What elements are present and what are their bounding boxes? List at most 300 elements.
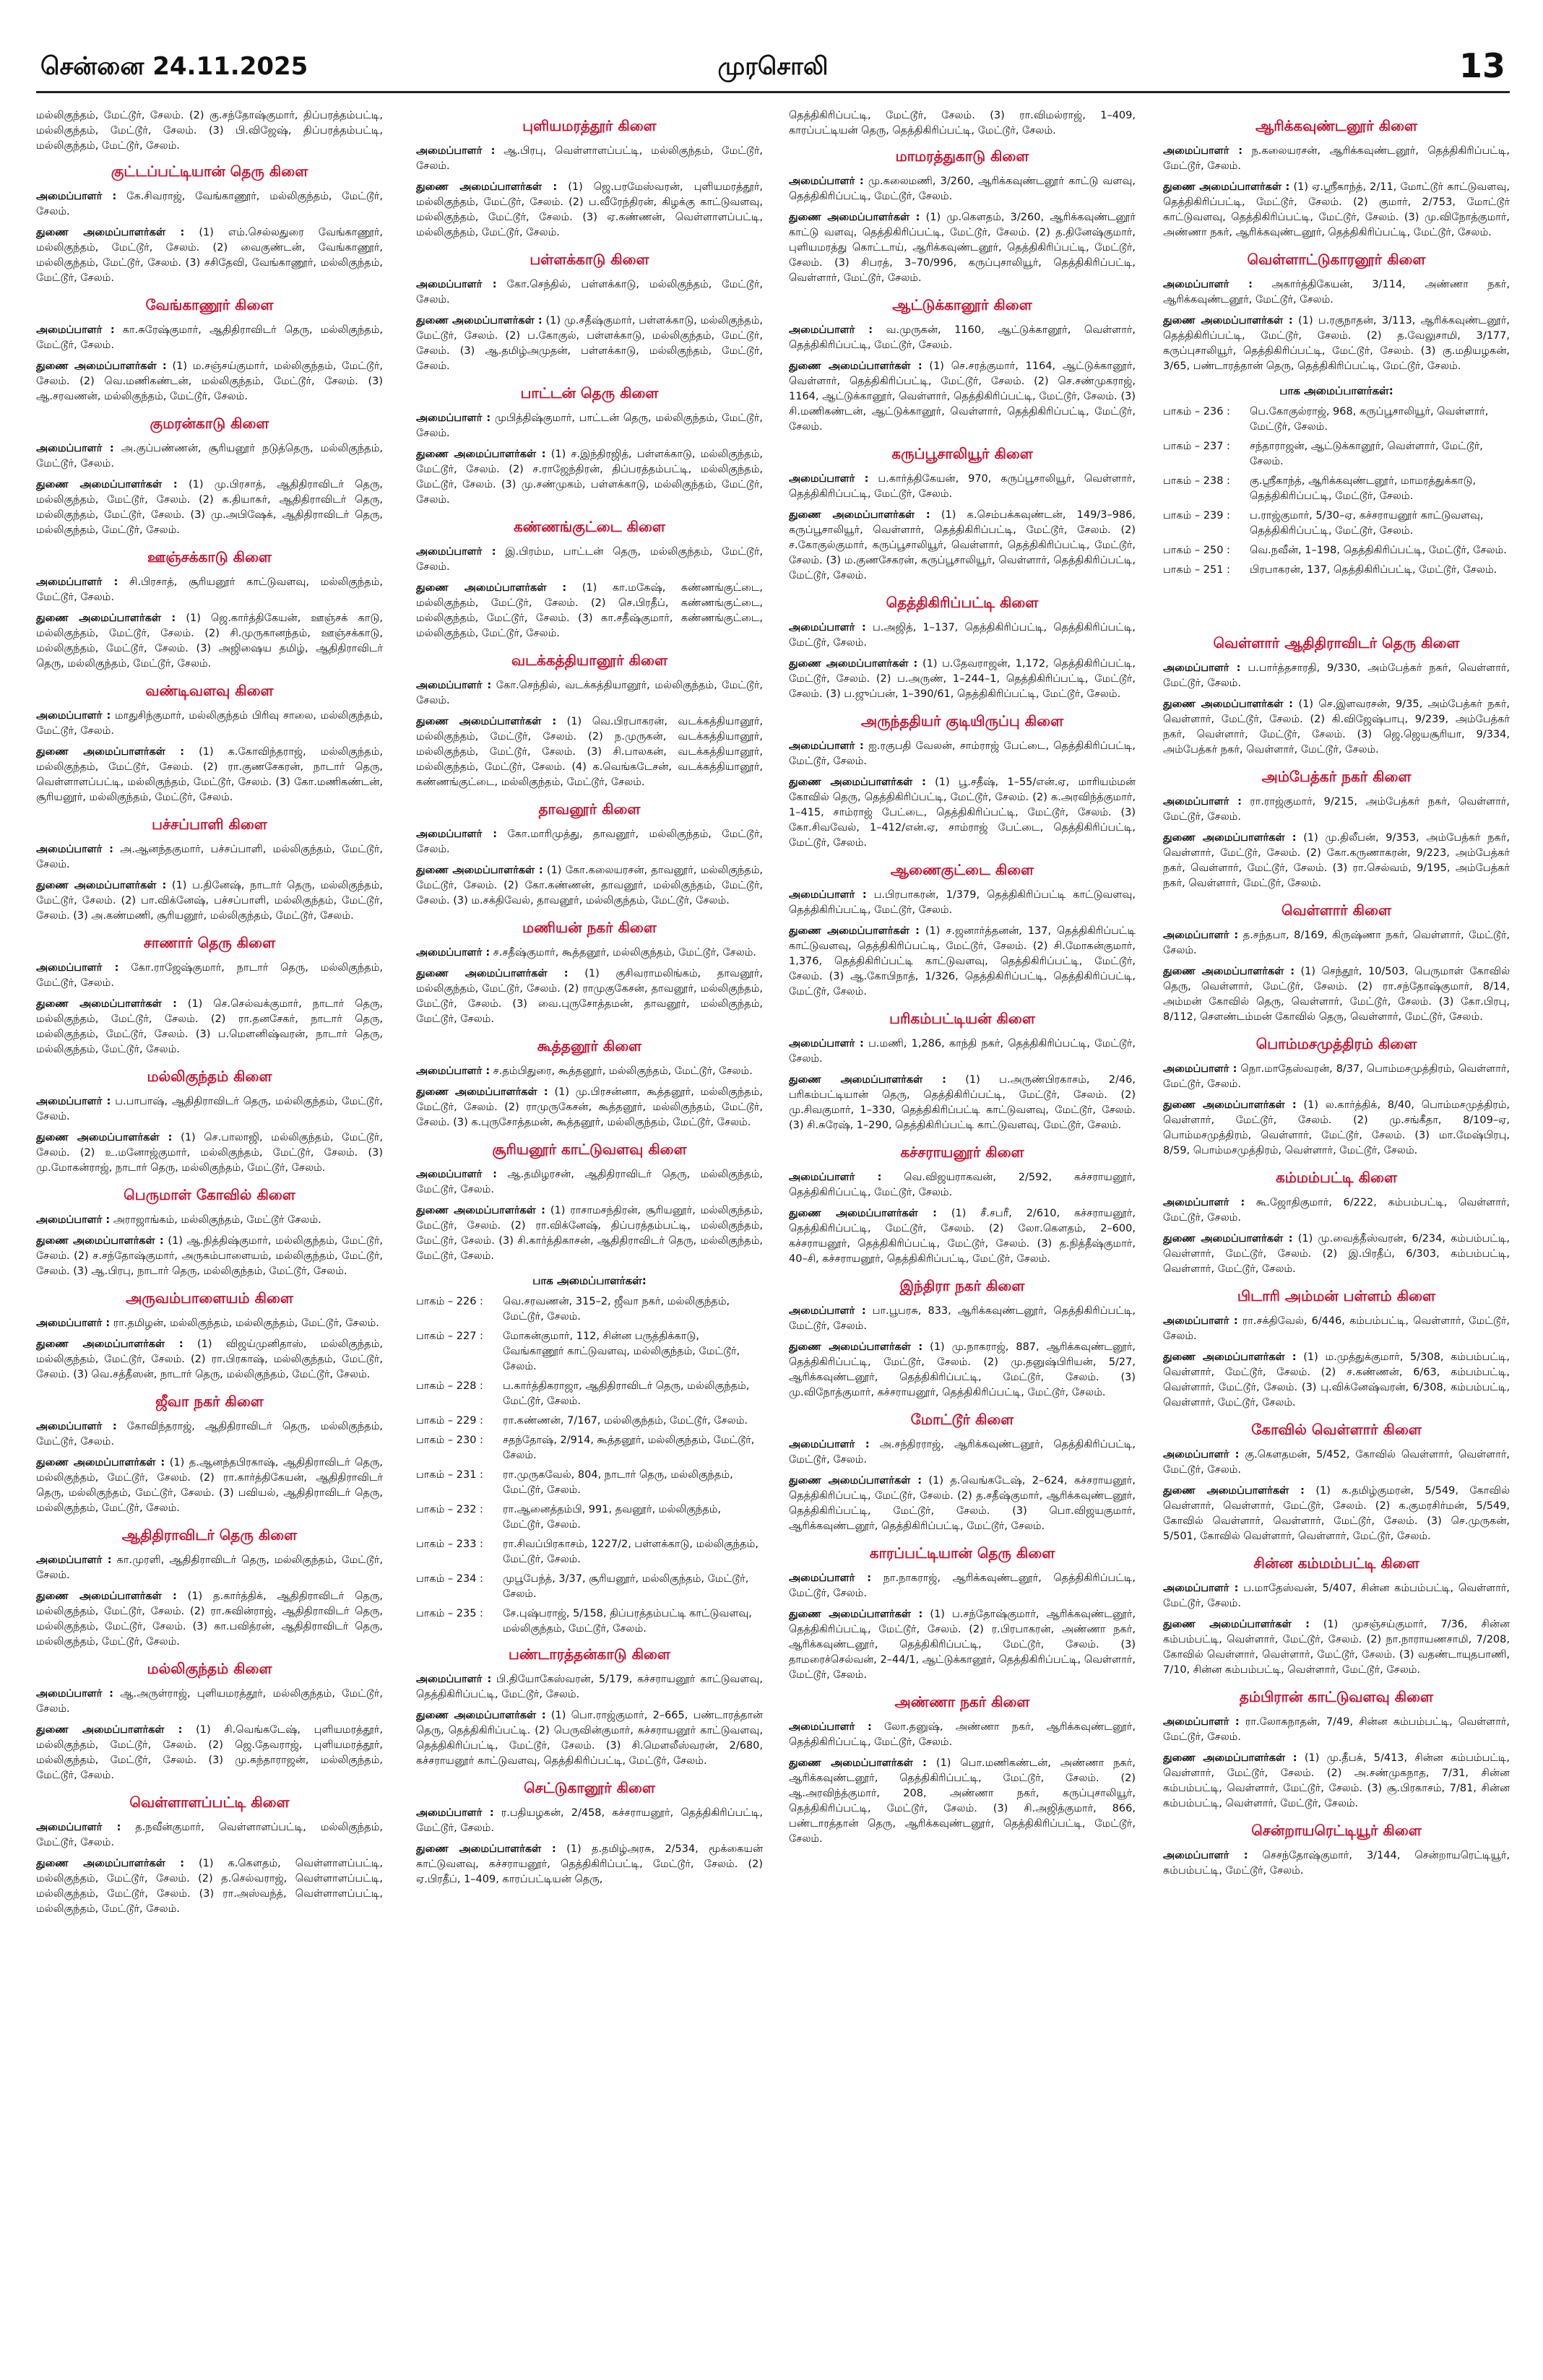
page-header <box>36 45 1510 91</box>
branch-section <box>36 296 383 404</box>
branch-section <box>36 1289 383 1382</box>
organizer-text: லோ.தனுஷ், அண்ணா நகர், ஆரிக்கவுண்டனூர், தெத்திகிரிப்பட்டி, மேட்டூர், சேலம். <box>789 1721 1136 1748</box>
sections-list <box>36 163 383 1917</box>
organizer-text: வ.முருகன், 1160, ஆட்டுக்கானூர், வெள்ளார், தெத்திகிரிப்பட்டி, மேட்டூர், சேலம். <box>789 324 1136 351</box>
organizer-label: அமைப்பாளர் : <box>36 844 113 855</box>
deputy-entry <box>1163 1751 1510 1812</box>
deputy-label: துணை அமைப்பாளர்கள் : <box>789 1609 923 1620</box>
deputy-label: துணை அமைப்பாளர்கள் : <box>36 998 177 1010</box>
organizer-entry <box>36 1553 383 1583</box>
deputy-label: துணை அமைப்பாளர்கள் : <box>36 880 167 891</box>
branch-section <box>36 815 383 924</box>
organizer-entry <box>36 1687 383 1717</box>
organizer-entry <box>1163 144 1510 174</box>
parts-list <box>416 1294 763 1637</box>
branch-title: வெள்ளாளப்பட்டி கிளை <box>129 1793 290 1811</box>
parts-heading: பாக அமைப்பாளர்கள்: <box>1279 384 1393 397</box>
part-number: பாகம் – 239 : <box>1163 510 1230 522</box>
organizer-text: ர.பதியழகன், 2/458, கச்சராயனூர், தெத்திகிரிப்பட்டி, மேட்டூர், சேலம். <box>416 1807 763 1834</box>
deputy-text: (1) சி.வெங்கடேஷ், புளியமரத்தூர், மல்லிகுந்தம், மேட்டூர், சேலம். (2) ஜெ.தேவராஜ், புளியமரத்தூர், மல்லிகுந்தம், மேட்டூர், சேலம். (3) மு.கந்தாராஜன், மல்லிகுந்தம், மேட்டூர், சேலம். <box>36 1724 383 1781</box>
deputy-entry <box>36 997 383 1057</box>
deputy-label: துணை அமைப்பாளர்கள் : <box>1163 1619 1310 1630</box>
organizer-text: ப.மாதேஸ்வன், 5/407, சின்ன கம்பம்பட்டி, வெள்ளார், மேட்டூர், சேலம். <box>1163 1583 1510 1609</box>
part-organizer: முபூபேந்த், 3/37, சூரியனூர், மல்லிகுந்தம், மேட்டூர், சேலம். <box>503 1573 749 1600</box>
deputy-label: துணை அமைப்பாளர்கள் : <box>416 865 543 876</box>
organizer-entry <box>1163 1715 1510 1745</box>
sections-list <box>1163 117 1510 374</box>
deputy-text: (1) ஜெ.பரமேஸ்வரன், புளியமரத்தூர், மல்லிகுந்தம், மேட்டூர், சேலம். (2) ப.வீரேந்திரன், கிழக்கு காட்டுவளவு, மல்லிகுந்தம், மேட்டூர், சேலம். (3) ஏ.கண்ணன், வெள்ளாளப்பட்டி, மல்லிகுந்தம், மேட்டூர், சேலம். <box>416 181 763 238</box>
organizer-label: அமைப்பாளர் : <box>36 962 119 974</box>
deputy-text: (1) பொ.மணிகண்டன், அண்ணா நகர், ஆரிக்கவுண்டனூர், தெத்திகிரிப்பட்டி, மேட்டூர், சேலம். (2) ஆ.அரவிந்த்குமார், 208, அண்ணா நகர், கருப்புசாலியூர், தெத்திகிரிப்பட்டி, மேட்டூர், சேலம். (3) சி.அஜித்குமார், 866, பண்டாரத்தான் தெரு, ஆரிக்கவுண்டனூர், தெத்திகிரிப்பட்டி, மேட்டூர், சேலம். <box>789 1757 1136 1845</box>
organizer-text: கா.சுரேஷ்குமார், ஆதிதிராவிடர் தெரு, மல்லிகுந்தம், மேட்டூர், சேலம். <box>36 324 383 351</box>
organizer-text: ச.சதீஷ்குமார், கூத்தனூர், மல்லிகுந்தம், மேட்டூர், சேலம். <box>493 947 757 959</box>
organizer-label: அமைப்பாளர் : <box>789 1172 882 1183</box>
organizer-text: ரா.லோகநாதன், 7/49, சின்ன கம்பம்பட்டி, வெள்ளார், மேட்டூர், சேலம். <box>1163 1716 1510 1743</box>
organizer-entry <box>416 277 763 308</box>
deputy-text: (1) க.தமிழ்குமரன், 5/549, கோவில் வெள்ளார், வெள்ளார், மேட்டூர், சேலம். (2) க.குமரசிர்மன், 5/549, கோவில் வெள்ளார், வெள்ளார், மேட்டூர், சேலம். (3) செ.முருகன், 5/501, கோவில் வெள்ளார், வெள்ளார், மேட்டூர், சேலம். <box>1163 1485 1510 1542</box>
deputy-entry <box>36 611 383 672</box>
branch-section <box>36 1526 383 1650</box>
deputy-label: துணை அமைப்பாளர்கள் : <box>36 1457 165 1468</box>
branch-section <box>36 415 383 538</box>
organizer-label: அமைப்பாளர் : <box>789 176 864 187</box>
organizer-label: அமைப்பாளர் : <box>1163 1583 1239 1594</box>
deputy-entry <box>789 924 1136 1000</box>
deputy-entry <box>789 657 1136 702</box>
branch-section <box>36 1793 383 1917</box>
deputy-label: துணை அமைப்பாளர்கள் : <box>1163 181 1290 193</box>
deputy-text: (1) மு.திலீபன், 9/353, அம்பேத்கர் நகர், வெள்ளார், மேட்டூர், சேலம். (2) கோ.கருணாகரன், 9/223, அம்பேத்கர் நகர், வெள்ளார், மேட்டூர், சேலம். (3) ரா.செல்வம், 9/195, அம்பேத்கர் நகர், வெள்ளார், மேட்டூர், சேலம். <box>1163 832 1510 889</box>
deputy-label: துணை அமைப்பாளர்கள் : <box>416 315 543 326</box>
part-organizer: சே.புஷ்பராஜ், 5/158, திப்பரத்தம்பட்டி காட்டுவளவு, மல்லிகுந்தம், மேட்டூர், சேலம். <box>503 1608 752 1635</box>
part-organizer: வெ.நவீன், 1–198, தெத்திகிரிப்பட்டி, மேட்டூர், சேலம். <box>1250 545 1507 556</box>
organizer-text: கே.சிவராஜ், வேங்காணூர், மல்லிகுந்தம், மேட்டூர், சேலம். <box>36 191 383 217</box>
organizer-text: மு.கலைமணி, 3/260, ஆரிக்கவுண்டனூர் காட்டு வளவு, தெத்திகிரிப்பட்டி, மேட்டூர், சேலம். <box>789 176 1136 202</box>
organizer-label: அமைப்பாளர் : <box>416 828 497 840</box>
deputy-text: (1) பூ.சதீஷ், 1–55/என்.ஏ, மாரியம்மன் கோவில் தெரு, தெத்திகிரிப்பட்டி, மேட்டூர், சேலம். (2) க.அரவிந்த்குமார், 1–415, சாம்ராஜ் பேட்டை, தெத்திகிரிப்பட்டி, மேட்டூர், சேலம். (3) கோ.சிவவேல், 1–412/என்.ஏ, சாம்ராஜ் பேட்டை, தெத்திகிரிப்பட்டி, மேட்டூர், சேலம். <box>789 776 1136 849</box>
branch-section <box>36 934 383 1057</box>
organizer-entry <box>789 1304 1136 1334</box>
organizer-label: அமைப்பாளர் : <box>416 1065 490 1077</box>
deputy-text: (1) ராசாமசந்திரன், சூரியனூர், மல்லிகுந்தம், மேட்டூர், சேலம். (2) ரா.விக்னேஷ், திப்பரத்தம்பட்டி, மல்லிகுந்தம், மேட்டூர், சேலம். (3) சி.கார்த்திகாசன், ஆதிதிராவிடர் தெரு, மல்லிகுந்தம், மேட்டூர், சேலம். <box>416 1205 763 1262</box>
deputy-entry <box>789 1073 1136 1133</box>
organizer-text: நா.நாகராஜ், ஆரிக்கவுண்டனூர், தெத்திகிரிப்பட்டி, மேட்டூர், சேலம். <box>789 1572 1136 1599</box>
organizer-text: அ.சந்திரராஜ், ஆரிக்கவுண்டனூர், தெத்திகிரிப்பட்டி, மேட்டூர், சேலம். <box>789 1439 1136 1466</box>
organizer-entry <box>1163 1581 1510 1611</box>
header-rule <box>36 91 1510 93</box>
branch-title: வேங்காணூர் கிளை <box>145 296 274 313</box>
organizer-label: அமைப்பாளர் : <box>1163 662 1241 674</box>
deputy-label: துணை அமைப்பாளர்கள் : <box>416 582 567 594</box>
branch-title: ஜீவா நகர் கிளை <box>155 1393 264 1410</box>
deputy-entry <box>789 1340 1136 1401</box>
deputy-label: துணை அமைப்பாளர்கள் : <box>789 1341 923 1353</box>
branch-title: அண்ணா நகர் கிளை <box>894 1693 1030 1710</box>
branch-title: சூரியனூர் காட்டுவளவு கிளை <box>492 1141 687 1158</box>
part-row <box>416 1502 763 1533</box>
organizer-entry <box>36 1316 383 1331</box>
part-number: பாகம் – 230 : <box>416 1435 483 1446</box>
deputy-text: (1) ப.அருண்பிரகாசம், 2/46, பரிகம்பட்டியான் தெரு, தெத்திகிரிப்பட்டி, மேட்டூர், சேலம். (2) மு.சிவகுமார், 1–330, தெத்திகிரிப்பட்டி காட்டுவளவு, மேட்டூர், சேலம். (3) சி.சுரேஷ், 1–290, தெத்திகிரிப்பட்டி காட்டுவளவு, மேட்டூர், சேலம். <box>789 1074 1136 1131</box>
deputy-entry <box>416 863 763 909</box>
deputy-label: துணை அமைப்பாளர்கள் : <box>789 1475 922 1487</box>
organizer-label: அமைப்பாளர் : <box>1163 1063 1237 1075</box>
branch-section <box>416 1141 763 1264</box>
deputy-text: (1) பொ.ராஜ்குமார், 2–665, பண்டாரத்தான் தெரு, தெத்திகிரிப்பட்டி. (2) பெருவின்குமார், கச்சராயனூர் காட்டுவளவு, தெத்திகிரிப்பட்டி, மேட்டூர், சேலம். (3) சி.மௌலீஸ்வரன், 2/680, கச்சராயனூர் காட்டுவளவு, தெத்திகிரிப்பட்டி, மேட்டூர், சேலம். <box>416 1710 763 1767</box>
branch-title: குட்டப்பட்டியான் தெரு கிளை <box>111 163 308 180</box>
branch-title: ஆட்டுக்கானூர் கிளை <box>892 296 1032 313</box>
branch-section <box>789 1010 1136 1133</box>
deputy-entry <box>36 1455 383 1516</box>
deputy-text: (1) த.ஆனந்தபிரகாஷ், ஆதிதிராவிடர் தெரு, மல்லிகுந்தம், மேட்டூர், சேலம். (2) ரா.கார்த்திகேயன், ஆதிதிராவிடர் தெரு, மல்லிகுந்தம், மேட்டூர், சேலம். (3) பவியல், ஆதிதிராவிடர் தெரு, மல்லிகுந்தம், மேட்டூர், சேலம். <box>36 1457 383 1514</box>
organizer-text: அ.ஆனந்தகுமார், பச்சப்பாளி, மல்லிகுந்தம், மேட்டூர், சேலம். <box>36 844 383 870</box>
part-number: பாகம் – 234 : <box>416 1573 483 1585</box>
deputy-entry <box>1163 831 1510 891</box>
organizer-label: அமைப்பாளர் : <box>416 680 492 691</box>
organizer-label: அமைப்பாளர் : <box>36 1822 121 1833</box>
organizer-text: ஆ.தமிழரசன், ஆதிதிராவிடர் தெரு, மல்லிகுந்தம், மேட்டூர், சேலம். <box>416 1169 763 1195</box>
deputy-label: துணை அமைப்பாளர்கள் : <box>36 1235 164 1247</box>
branch-section <box>1163 117 1510 241</box>
deputy-text: (1) மு.சதீஷ்குமார், பள்ளக்காடு, மல்லிகுந்தம், மேட்டூர், சேலம். (2) ப.கோகுல், பள்ளக்காடு, மல்லிகுந்தம், மேட்டூர், சேலம். (3) ஆ.தமிழ்அமுதன், பள்ளக்காடு, மல்லிகுந்தம், மேட்டூர், சேலம். <box>416 315 763 372</box>
organizer-text: ரா.தமிழன், மல்லிகுந்தம், மல்லிகுந்தம், மேட்டூர், சேலம். <box>113 1317 379 1329</box>
part-organizer: மோகன்குமார், 112, சின்ன பருத்திக்காடு, வேங்காணூர் காட்டுவளவு, மல்லிகுந்தம், மேட்டூர், சேலம். <box>503 1330 740 1372</box>
part-row <box>416 1537 763 1567</box>
branch-title: மல்லிகுந்தம் கிளை <box>147 1660 272 1677</box>
organizer-text: அகார்த்திகேயன், 3/114, அண்ணா நகர், ஆரிக்கவுண்டனூர், மேட்டூர், சேலம். <box>1163 279 1510 306</box>
branch-section <box>36 682 383 805</box>
organizer-label: அமைப்பாளர் : <box>36 1096 111 1107</box>
organizer-entry <box>36 1213 383 1228</box>
organizer-text: ப.கார்த்திகேயன், 970, கருப்பூசாலியூர், வெள்ளார், தெத்திகிரிப்பட்டி, மேட்டூர், சேலம். <box>789 473 1136 500</box>
deputy-entry <box>1163 964 1510 1025</box>
organizer-text: நொ.மாதேஸ்வரன், 8/37, பொம்மசமுத்திரம், வெள்ளார், மேட்டூர், சேலம். <box>1163 1063 1510 1090</box>
branch-section <box>1163 1822 1510 1879</box>
branch-title: கோவில் வெள்ளார் கிளை <box>1251 1421 1422 1438</box>
organizer-label: அமைப்பாளர் : <box>1163 796 1242 808</box>
branch-section <box>1163 1169 1510 1277</box>
organizer-entry <box>36 441 383 472</box>
part-organizer: ப.கார்த்திகராஜா, ஆதிதிராவிடர் தெரு, மல்லிகுந்தம், மேட்டூர், சேலம். <box>503 1380 750 1407</box>
organizer-label: அமைப்பாளர் : <box>1163 1850 1248 1861</box>
deputy-text: (1) செ.பாலாஜி, மல்லிகுந்தம், மேட்டூர், சேலம். (2) உ.மனோஜ்குமார், மல்லிகுந்தம், மேட்டூர், சேலம். (3) மு.மோகன்ராஜ், நாடார் தெரு, மல்லிகுந்தம், மேட்டூர், சேலம். <box>36 1132 383 1174</box>
deputy-entry <box>1163 697 1510 758</box>
deputy-text: (1) ப.ரகுநாதன், 3/113, ஆரிக்கவுண்டனூர், தெத்திகிரிப்பட்டி, மேட்டூர், சேலம். (2) த.வேலுசாமி, 3/177, கருப்புசாலியூர், தெத்திகிரிப்பட்டி, மேட்டூர், சேலம். (3) கு.மதியழகன், 3/65, பண்டாரத்தான் தெரு, தெத்திகிரிப்பட்டி, மேட்டூர், சேலம். <box>1163 315 1510 372</box>
organizer-entry <box>416 678 763 709</box>
branch-title: அருவம்பாளையம் கிளை <box>126 1289 293 1307</box>
part-organizer: ரா.சிவப்பிரகாசம், 1227/2, பள்ளக்காடு, மல்லிகுந்தம், மேட்டூர், சேலம். <box>503 1539 758 1565</box>
branch-section <box>36 548 383 672</box>
organizer-label: அமைப்பாளர் : <box>789 1439 870 1450</box>
part-row <box>1163 474 1510 504</box>
deputy-text: (1) மு.நாகராஜ், 887, ஆரிக்கவுண்டனூர், தெத்திகிரிப்பட்டி, மேட்டூர், சேலம். (2) மு.தனுஷ்பிரியன், 5/27, ஆரிக்கவுண்டனூர், தெத்திகிரிப்பட்டி, மேட்டூர், சேலம். (3) மு.விநோத்குமார், கச்சராயனூர், தெத்திகிரிப்பட்டி, மேட்டூர், சேலம். <box>789 1341 1136 1398</box>
part-row <box>416 1468 763 1498</box>
deputy-text: (1) மு.பிரசன்னா, கூத்தனூர், மல்லிகுந்தம், மேட்டூர், சேலம். (2) ராமுருகேசன், கூத்தனூர், மல்லிகுந்தம், மேட்டூர், சேலம். (3) க.புருசோத்தமன், கூத்தனூர், மல்லிகுந்தம், மேட்டூர், சேலம். <box>416 1086 763 1128</box>
organizer-entry <box>1163 277 1510 308</box>
organizer-label: அமைப்பாளர் : <box>36 191 117 202</box>
part-row <box>1163 439 1510 469</box>
part-number: பாகம் – 227 : <box>416 1330 483 1342</box>
deputy-text: (1) த.கார்த்திக், ஆதிதிராவிடர் தெரு, மல்லிகுந்தம், மேட்டூர், சேலம். (2) ரா.சுவின்ராஜ், ஆதிதிராவிடர் தெரு, மல்லிகுந்தம், மேட்டூர், சேலம். (3) கா.பவித்ரன், ஆதிதிராவிடர் தெரு, மல்லிகுந்தம், மேட்டூர், சேலம். <box>36 1591 383 1648</box>
organizer-label: அமைப்பாளர் : <box>36 1317 111 1329</box>
sections-list <box>789 147 1136 1847</box>
branch-section <box>1163 1035 1510 1159</box>
deputy-label: துணை அமைப்பாளர்கள் : <box>789 925 920 937</box>
organizer-label: அமைப்பாளர் : <box>789 1721 872 1733</box>
organizer-text: ப.பார்த்தசாரதி, 9/330, அம்பேத்கர் நகர், வெள்ளார், மேட்டூர், சேலம். <box>1163 662 1510 689</box>
page-number: 13 <box>1458 46 1505 85</box>
organizer-label: அமைப்பாளர் : <box>416 279 497 290</box>
part-row <box>1163 509 1510 539</box>
part-row <box>416 1329 763 1375</box>
deputy-text: (1) விஜய்முனிதாஸ், மல்லிகுந்தம், மல்லிகுந்தம், மேட்டூர், சேலம். (2) ரா.பிரகாஷ், மல்லிகுந்தம், மேட்டூர், சேலம். (3) வெ.சத்தீஸன், நாடார் தெரு, மல்லிகுந்தம், மேட்டூர், சேலம். <box>36 1338 383 1380</box>
deputy-text: (1) கா.மகேஷ், கண்ணங்குட்டை, மல்லிகுந்தம், மேட்டூர், சேலம். (2) செ.பிரதீப், கண்ணங்குட்டை, மல்லிகுந்தம், மேட்டூர், சேலம். (3) கா.சதீஷ்குமார், கண்ணங்குட்டை, மல்லிகுந்தம், மேட்டூர், சேலம். <box>416 582 763 639</box>
organizer-label: அமைப்பாளர் : <box>36 443 114 454</box>
branch-section <box>36 1068 383 1176</box>
part-number: பாகம் – 235 : <box>416 1608 483 1619</box>
branch-title: பெருமாள் கோவில் கிளை <box>124 1186 295 1203</box>
part-row <box>416 1606 763 1637</box>
organizer-label: அமைப்பாளர் : <box>416 412 491 424</box>
deputy-text: (1) செ.செல்வக்குமார், நாடார் தெரு, மல்லிகுந்தம், மேட்டூர், சேலம். (2) ரா.தனசேகர், நாடார் தெரு, மல்லிகுந்தம், மேட்டூர், சேலம். (3) ப.மௌனிஷ்வரன், நாடார் தெரு, மல்லிகுந்தம், மேட்டூர், சேலம். <box>36 998 383 1055</box>
branch-title: தம்பிரான் காட்டுவளவு கிளை <box>1239 1688 1434 1705</box>
branch-title: ஆணைகுட்டை கிளை <box>890 861 1034 878</box>
part-number: பாகம் – 238 : <box>1163 475 1230 487</box>
organizer-entry <box>416 1167 763 1198</box>
deputy-text: (1) எம்.செல்லதுரை வேங்காணூர், மல்லிகுந்தம், மேட்டூர், சேலம். (2) வைகுண்டன், வேங்காணூர், மல்லிகுந்தம், மேட்டூர், சேலம். (3) சசிதேவி, வேங்காணூர், மல்லிகுந்தம், மேட்டூர், சேலம். <box>36 227 383 284</box>
part-organizer: ப.ராஜ்குமார், 5/30–ஏ, கச்சராயனூர் காட்டுவளவு, தெத்திகிரிப்பட்டி, மேட்டூர், சேலம். <box>1250 510 1484 537</box>
organizer-text: ப.பாபாஷ், ஆதிதிராவிடர் தெரு, மல்லிகுந்தம், மேட்டூர், சேலம். <box>36 1096 383 1122</box>
branch-section <box>36 163 383 286</box>
branch-title: வடக்கத்தியானூர் கிளை <box>511 652 667 669</box>
organizer-label: அமைப்பாளர் : <box>1163 145 1243 157</box>
organizer-text: அ.குப்பண்ணன், சூரியனூர் நடுத்தெரு, மல்லிகுந்தம், மேட்டூர், சேலம். <box>36 443 383 469</box>
organizer-text: ப.மணி, 1,286, காந்தி நகர், தெத்திகிரிப்பட்டி, மேட்டூர், சேலம். <box>789 1038 1136 1065</box>
organizer-label: அமைப்பாளர் : <box>36 1214 111 1226</box>
part-organizer: பெ.கோகுல்ராஜ், 968, கருப்பூசாலியூர், வெள்ளார், மேட்டூர், சேலம். <box>1250 406 1489 433</box>
branch-title: தெத்திகிரிப்பட்டி கிளை <box>886 594 1039 611</box>
branch-section <box>789 147 1136 286</box>
organizer-entry <box>36 189 383 220</box>
deputy-entry <box>1163 313 1510 374</box>
organizer-text: மாதுசிந்குமார், மல்லிகுந்தம் பிரிவு சாலை, மல்லிகுந்தம், மேட்டூர், சேலம். <box>36 710 383 737</box>
branch-title: சாணார் தெரு கிளை <box>143 934 276 951</box>
organizer-entry <box>789 1037 1136 1067</box>
branch-section <box>416 384 763 508</box>
spacer <box>1163 582 1510 626</box>
branch-title: வெள்ளார் கிளை <box>1281 901 1392 919</box>
deputy-label: துணை அமைப்பாளர்கள் : <box>1163 315 1293 326</box>
part-number: பாகம் – 229 : <box>416 1415 483 1427</box>
part-number: பாகம் – 226 : <box>416 1296 483 1307</box>
organizer-label: அமைப்பாளர் : <box>1163 279 1253 290</box>
deputy-entry <box>36 1234 383 1279</box>
deputy-entry <box>416 1085 763 1130</box>
deputy-text: (1) மு.வைத்தீஸ்வரன், 6/234, கம்பம்பட்டி, வெள்ளார், மேட்டூர், சேலம். (2) இ.பிரதீப், 6/303, கம்பம்பட்டி, வெள்ளார், மேட்டூர், சேலம். <box>1163 1233 1510 1275</box>
organizer-entry <box>416 1672 763 1702</box>
organizer-text: ப.பிரபாகரன், 1/379, தெத்திகிரிப்பட்டி காட்டுவளவு, தெத்திகிரிப்பட்டி, மேட்டூர், சேலம். <box>789 889 1136 916</box>
branch-section <box>416 251 763 374</box>
part-number: பாகம் – 237 : <box>1163 441 1230 452</box>
organizer-label: அமைப்பாளர் : <box>789 740 864 752</box>
header-date: சென்னை 24.11.2025 <box>40 52 308 81</box>
deputy-text: (1) ம.முத்துக்குமார், 5/308, கம்பம்பட்டி, வெள்ளார், மேட்டூர், சேலம். (2) ச.கண்ணன், 6/63, கம்பம்பட்டி, வெள்ளார், மேட்டூர், சேலம். (3) பு.விக்னேஷ்வரன், 6/308, கம்பம்பட்டி, வெள்ளார், மேட்டூர், சேலம். <box>1163 1351 1510 1408</box>
deputy-label: துணை அமைப்பாளர்கள் : <box>1163 1351 1297 1363</box>
organizer-entry <box>1163 1848 1510 1879</box>
organizer-text: கோவிந்தராஜ், ஆதிதிராவிடர் தெரு, மல்லிகுந்தம், மேட்டூர், சேலம். <box>36 1421 383 1448</box>
branch-section <box>416 1037 763 1130</box>
organizer-label: அமைப்பாளர் : <box>789 889 867 901</box>
organizer-text: கா.முரளி, ஆதிதிராவிடர் தெரு, மல்லிகுந்தம், மேட்டூர், சேலம். <box>36 1554 383 1581</box>
organizer-text: முபித்திஷ்குமார், பாட்டன் தெரு, மல்லிகுந்தம், மேட்டூர், சேலம். <box>416 412 763 439</box>
deputy-text: (1) ச.இந்திரஜித், பள்ளக்காடு, மல்லிகுந்தம், மேட்டூர், சேலம். (2) ச.ராஜேந்திரன், திப்பரத்தம்பட்டி, மல்லிகுந்தம், மேட்டூர், சேலம். (3) மு.சண்முகம், பள்ளக்காடு, மல்லிகுந்தம், மேட்டூர், சேலம். <box>416 449 763 506</box>
branch-section <box>1163 1554 1510 1678</box>
branch-section <box>789 445 1136 584</box>
organizer-label: அமைப்பாளர் : <box>789 473 869 485</box>
deputy-label: துணை அமைப்பாளர்கள் : <box>36 1338 183 1350</box>
deputy-text: (1) செந்தூர், 10/503, பெருமாள் கோவில் தெரு, வெள்ளார், மேட்டூர், சேலம். (2) ரா.சந்தோஷ்குமார், 8/14, அம்மன் கோவில் தெரு, வெள்ளார், மேட்டூர், சேலம். (3) கோ.பிரபு, 8/112, சௌண்டம்மன் கோவில் தெரு, வெள்ளார், மேட்டூர், சேலம். <box>1163 966 1510 1023</box>
organizer-label: அமைப்பாளர் : <box>36 1554 112 1566</box>
organizer-text: கோ.செந்தில், பள்ளக்காடு, மல்லிகுந்தம், மேட்டூர், சேலம். <box>416 279 763 306</box>
deputy-text: (1) மு.தீபக், 5/413, சின்ன கம்பம்பட்டி, வெள்ளார், மேட்டூர், சேலம். (2) அ.சண்முகநாத, 7/31, சின்ன கம்பம்பட்டி, வெள்ளார், மேட்டூர், சேலம். (3) சூ.பிரகாசம், 7/81, சின்ன கம்பம்பட்டி, வெள்ளார், மேட்டூர், சேலம். <box>1163 1752 1510 1809</box>
branch-section <box>416 800 763 909</box>
deputy-entry <box>36 1130 383 1176</box>
organizer-text: ந.கலையரசன், ஆரிக்கவுண்டனூர், தெத்திகிரிப்பட்டி, மேட்டூர், சேலம். <box>1163 145 1510 172</box>
organizer-entry <box>36 961 383 991</box>
organizer-entry <box>789 620 1136 651</box>
deputy-text: (1) வெ.பிரபாகரன், வடக்கத்தியானூர், மல்லிகுந்தம், மேட்டூர், சேலம். (2) ந.முருகன், வடக்கத்தியானூர், மல்லிகுந்தம், மேட்டூர், சேலம். (3) சி.பாலகன், வடக்கத்தியானூர், மல்லிகுந்தம், மேட்டூர், சேலம். (4) க.வெங்கடேசன், வடக்கத்தியானூர், கண்ணங்குட்டை, மல்லிகுந்தம், மேட்டூர், சேலம். <box>416 716 763 788</box>
deputy-entry <box>789 359 1136 435</box>
deputy-entry <box>36 1856 383 1917</box>
organizer-entry <box>36 842 383 873</box>
part-organizer: ரா.ஆனைத்தம்பி, 991, தவனூர், மல்லிகுந்தம், மேட்டூர், சேலம். <box>503 1504 722 1531</box>
deputy-entry <box>416 180 763 241</box>
deputy-label: துணை அமைப்பாளர்கள் : <box>1163 1099 1297 1111</box>
part-number: பாகம் – 251 : <box>1163 564 1230 576</box>
deputy-entry <box>36 477 383 538</box>
deputy-text: (1) கோ.கலையரசன், தாவனூர், மல்லிகுந்தம், மேட்டூர், சேலம். (2) கோ.கண்ணன், தாவனூர், மல்லிகுந்தம், மேட்டூர், சேலம். (3) ம.சக்திவேல், தாவனூர், மல்லிகுந்தம், மேட்டூர், சேலம். <box>416 865 763 906</box>
deputy-label: துணை அமைப்பாளர்கள் : <box>1163 1233 1293 1245</box>
organizer-text: கோ.மாரிமுத்து, தாவனூர், மல்லிகுந்தம், மேட்டூர், சேலம். <box>416 828 763 855</box>
organizer-entry <box>1163 1195 1510 1226</box>
part-number: பாகம் – 228 : <box>416 1380 483 1392</box>
deputy-text: (1) த.தமிழ்அரசு, 2/534, மூக்கையன் காட்டுவளவு, கச்சராயனூர், தெத்திகிரிப்பட்டி, மேட்டூர், சேலம். (2) ஏ.பிரதீப், 1–409, காரப்பட்டியன் தெரு, <box>416 1843 763 1885</box>
organizer-entry <box>416 144 763 174</box>
branch-section <box>416 1645 763 1769</box>
part-row <box>416 1294 763 1325</box>
part-row <box>416 1414 763 1429</box>
part-row <box>416 1379 763 1409</box>
deputy-label: துணை அமைப்பாளர்கள் : <box>789 1757 927 1769</box>
deputy-text: (1) ல.கார்த்திக், 8/40, பொம்மசமுத்திரம், வெள்ளார், மேட்டூர், சேலம். (2) மு.சங்கீதா, 8/109–ஏ, பொம்மசமுத்திரம், வெள்ளார், மேட்டூர், சேலம். (3) மா.மேஷ்பிரபு, 8/59, பொம்மசமுத்திரம், வெள்ளார், மேட்டூர், சேலம். <box>1163 1099 1510 1156</box>
deputy-entry <box>789 775 1136 851</box>
organizer-text: த.நவீன்குமார், வெள்ளாளப்பட்டி, மல்லிகுந்தம், மேட்டூர், சேலம். <box>36 1822 383 1848</box>
organizer-label: அமைப்பாளர் : <box>36 1421 117 1432</box>
deputy-label: துணை அமைப்பாளர்கள் : <box>36 360 167 372</box>
branch-title: மாமரத்துகாடு கிளை <box>895 147 1029 165</box>
organizer-label: அமைப்பாளர் : <box>36 324 115 336</box>
deputy-label: துணை அமைப்பாளர்கள் : <box>416 449 546 460</box>
deputy-entry <box>36 225 383 286</box>
deputy-entry <box>1163 1617 1510 1678</box>
branch-title: செட்டுகானூர் கிளை <box>524 1779 655 1796</box>
branch-section <box>1163 901 1510 1025</box>
organizer-text: கு.கௌதமன், 5/452, கோவில் வெள்ளார், வெள்ளார், மேட்டூர், சேலம். <box>1163 1449 1510 1476</box>
part-row <box>1163 563 1510 578</box>
branch-title: மோட்டூர் கிளை <box>910 1411 1014 1428</box>
deputy-entry <box>416 714 763 790</box>
organizer-entry <box>1163 1062 1510 1092</box>
part-row <box>1163 543 1510 558</box>
branch-section <box>1163 1287 1510 1411</box>
organizer-entry <box>789 739 1136 769</box>
deputy-label: துணை அமைப்பாளர்கள் : <box>1163 698 1293 710</box>
part-organizer: சதந்தோஷ், 2/914, கூத்தனூர், மல்லிகுந்தம், மேட்டூர், சேலம். <box>503 1435 755 1461</box>
deputy-text: (1) ப.தினேஷ், நாடார் தெரு, மல்லிகுந்தம், மேட்டூர், சேலம். (2) பா.விக்னேஷ், பச்சப்பாளி, மல்லிகுந்தம், மேட்டூர், சேலம். (3) அ.கண்மணி, சூரியனூர், மல்லிகுந்தம், மேட்டூர், சேலம். <box>36 880 383 922</box>
organizer-entry <box>1163 795 1510 825</box>
part-organizer: ரா.முருகவேல், 804, நாடார் தெரு, மல்லிகுந்தம், மேட்டூர், சேலம். <box>503 1469 733 1496</box>
organizer-entry <box>416 1064 763 1079</box>
deputy-text: (1) ச.ஜனார்த்தனன், 137, தெத்திகிரிப்பட்டி காட்டுவளவு, தெத்திகிரிப்பட்டி, மேட்டூர், சேலம். (2) சி.மோகன்குமார், 1,376, தெத்திகிரிப்பட்டி காட்டுவளவு, தெத்திகிரிப்பட்டி, மேட்டூர், சேலம். (3) ஆ.கோபிநாத், 1/326, தெத்திகிரிப்பட்டி, தெத்திகிரிப்பட்டி, மேட்டூர், சேலம். <box>789 925 1136 998</box>
deputy-entry <box>789 210 1136 286</box>
part-row <box>416 1572 763 1602</box>
branch-title: கம்மம்பட்டி கிளை <box>1275 1169 1398 1186</box>
deputy-entry <box>1163 1484 1510 1544</box>
branch-title: கூத்தனூர் கிளை <box>537 1037 642 1055</box>
deputy-text: (1) குசிவராமலிங்கம், தாவனூர், மல்லிகுந்தம், மேட்டூர், சேலம். (2) ராமுகுகேசன், தாவனூர், மல்லிகுந்தம், மேட்டூர், சேலம். (3) வை.புருசோத்தமன், தாவனூர், மல்லிகுந்தம், மேட்டூர், சேலம். <box>416 968 763 1025</box>
deputy-label: துணை அமைப்பாளர்கள் : <box>1163 832 1297 844</box>
organizer-entry <box>416 411 763 441</box>
branch-section <box>1163 768 1510 891</box>
organizer-entry <box>36 323 383 353</box>
organizer-label: அமைப்பாளர் : <box>416 145 496 157</box>
organizer-label: அமைப்பாளர் : <box>789 1572 872 1584</box>
deputy-entry <box>789 508 1136 584</box>
branch-title: வெள்ளார் ஆதிதிராவிடர் தெரு கிளை <box>1213 634 1460 652</box>
branch-title: பள்ளக்காடு கிளை <box>530 251 649 268</box>
deputy-label: துணை அமைப்பாளர்கள் : <box>789 776 926 788</box>
deputy-text: (1) செ.சரத்குமார், 1164, ஆட்டுக்கானூர், வெள்ளார், தெத்திகிரிப்பட்டி, மேட்டூர், சேலம். (2) செ.சண்முகராஜ், 1164, ஆட்டுக்கானூர், வெள்ளார், தெத்திகிரிப்பட்டி, மேட்டூர், சேலம். (3) சி.மணிகண்டன், ஆட்டுக்கானூர், வெள்ளார், தெத்திகிரிப்பட்டி, மேட்டூர், சேலம். <box>789 360 1136 433</box>
branch-title: இந்திரா நகர் கிளை <box>899 1277 1025 1294</box>
organizer-text: அராஜாங்கம், மல்லிகுந்தம், மேட்டூர் சேலம். <box>113 1214 321 1226</box>
branch-section <box>36 1186 383 1279</box>
organizer-entry <box>1163 1448 1510 1478</box>
deputy-label: துணை அமைப்பாளர்கள் : <box>1163 1485 1305 1497</box>
organizer-entry <box>789 1170 1136 1200</box>
branch-section <box>789 1143 1136 1267</box>
organizer-text: த.சந்தபா, 8/169, கிருஷ்ணா நகர், வெள்ளார், மேட்டூர், சேலம். <box>1163 930 1510 956</box>
branch-title: காரப்பட்டியான் தெரு கிளை <box>869 1544 1055 1562</box>
deputy-label: துணை அமைப்பாளர்கள் : <box>789 658 918 670</box>
part-number: பாகம் – 236 : <box>1163 406 1230 417</box>
organizer-label: அமைப்பாளர் : <box>789 324 873 336</box>
organizer-text: கோ.ராஜேஷ்குமார், நாடார் தெரு, மல்லிகுந்தம், மேட்டூர், சேலம். <box>36 962 383 989</box>
organizer-text: கூ.ஜோதிகுமார், 6/222, கம்பம்பட்டி, வெள்ளார், மேட்டூர், சேலம். <box>1163 1197 1510 1224</box>
organizer-entry <box>789 174 1136 204</box>
organizer-entry <box>789 888 1136 918</box>
deputy-label: துணை அமைப்பாளர்கள் : <box>36 227 185 238</box>
deputy-entry <box>1163 1098 1510 1159</box>
branch-section <box>1163 251 1510 374</box>
organizer-entry <box>1163 661 1510 691</box>
deputy-entry <box>416 1842 763 1887</box>
organizer-label: அமைப்பாளர் : <box>36 576 118 588</box>
branch-title: குமரன்காடு கிளை <box>150 415 269 432</box>
deputy-label: துணை அமைப்பாளர்கள் : <box>789 1074 946 1086</box>
deputy-text: (1) சீ.சபரீ, 2/610, கச்சராயனூர், தெத்திகிரிப்பட்டி, மேட்டூர், சேலம். (2) லோ.கௌதம், 2–600, கச்சராயனூர், தெத்திகிரிப்பட்டி, மேட்டூர், சேலம். (3) த.நித்தீஷ்குமார், 40–சி, கச்சராயனூர், தெத்திகிரிப்பட்டி, மேட்டூர், சேலம். <box>789 1208 1136 1265</box>
organizer-text: பா.பூபரசு, 833, ஆரிக்கவுண்டனூர், தெத்திகிரிப்பட்டி, மேட்டூர், சேலம். <box>789 1305 1136 1332</box>
parts-list <box>1163 404 1510 578</box>
